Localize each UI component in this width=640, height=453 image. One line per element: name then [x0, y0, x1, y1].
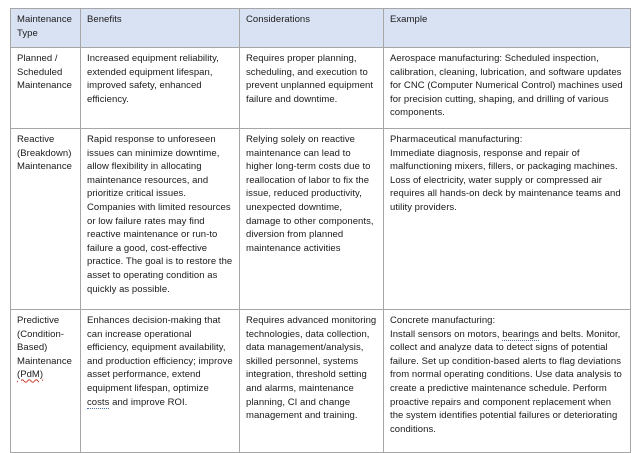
table-body — [11, 48, 631, 453]
table-header-row-group — [11, 9, 631, 48]
column-header-benefits: Benefits — [81, 9, 240, 48]
example-predictive-text-end: and belts. Monitor, collect and analyze data to detect signs of potential failure. Set up condition-based alerts to flag deviations from normal operating conditions. Use data analysis to create a predictive maintenance schedule. Perform proactive repairs and component replacement when the system identifies potential failures or deteriorating conditions. — [390, 328, 622, 435]
cell-maintenance-type-planned: Planned / Scheduled Maintenance — [11, 48, 81, 129]
maintenance-type-predictive-label: Predictive (Condition-Based) Maintenance — [17, 315, 72, 367]
cell-example-predictive — [384, 310, 631, 453]
benefits-predictive-text-end: and improve ROI. — [109, 396, 188, 408]
cell-considerations-reactive: Relying solely on reactive maintenance can lead to higher long-term costs due to reallocation of labor to fix the issue, reduced productivity, unexpected downtime, damage to other components, diversion from planned maintenance activities — [240, 129, 384, 310]
cell-considerations-predictive: Requires advanced monitoring technologies, data collection, data management/analysis, skilled personnel, systems integration, threshold setting and alarms, maintenance planning, CI and change management and training. — [240, 310, 384, 453]
table-row — [11, 48, 631, 129]
example-predictive-text-start: Install sensors on motors, — [390, 328, 503, 340]
column-header-example: Example — [384, 9, 631, 48]
column-header-maintenance-type: Maintenance Type — [11, 9, 81, 48]
cell-example-planned: Aerospace manufacturing: Scheduled inspection, calibration, cleaning, lubrication, and software updates for CNC (Computer Numerical Control) machines used for precision cutting, shaping, and drilling of various components. — [384, 48, 631, 129]
cell-benefits-predictive — [81, 310, 240, 453]
cell-maintenance-type-predictive — [11, 310, 81, 453]
maintenance-comparison-table — [10, 8, 631, 453]
table-header-row — [11, 9, 631, 48]
benefits-predictive-text-start: Enhances decision-making that can increase operational efficiency, equipment availability, and production efficiency; improve asset performance, extend equipment lifespan, optimize — [87, 315, 233, 394]
cell-example-reactive — [384, 129, 631, 310]
column-header-considerations: Considerations — [240, 9, 384, 48]
grammar-flagged-bearings[interactable]: bearings — [502, 328, 540, 340]
table-row — [11, 310, 631, 453]
cell-maintenance-type-reactive: Reactive (Breakdown) Maintenance — [11, 129, 81, 310]
example-predictive-heading: Concrete manufacturing: — [390, 315, 496, 326]
cell-considerations-planned: Requires proper planning, scheduling, and execution to prevent unplanned equipment failure and downtime. — [240, 48, 384, 129]
grammar-flagged-costs[interactable]: costs — [87, 396, 110, 408]
table-row — [11, 129, 631, 310]
spelling-flagged-pdm[interactable]: (PdM) — [17, 369, 44, 381]
cell-benefits-reactive: Rapid response to unforeseen issues can minimize downtime, allow flexibility in allocating maintenance resources, and prioritize critical issues. Companies with limited resources or low failure rates may find reactive maintenance or run-to failure a good, cost-effective practice. The goal is to restore the asset to operating condition as quickly as possible. — [81, 129, 240, 310]
example-reactive-body: Immediate diagnosis, response and repair of malfunctioning mixers, fillers, or packaging machines. Loss of electricity, water supply or compressed air requires all hands-on deck by maintenance teams and utility providers. — [390, 147, 621, 213]
cell-benefits-planned: Increased equipment reliability, extended equipment lifespan, improved safety, enhanced efficiency. — [81, 48, 240, 129]
example-reactive-heading: Pharmaceutical manufacturing: — [390, 134, 523, 145]
